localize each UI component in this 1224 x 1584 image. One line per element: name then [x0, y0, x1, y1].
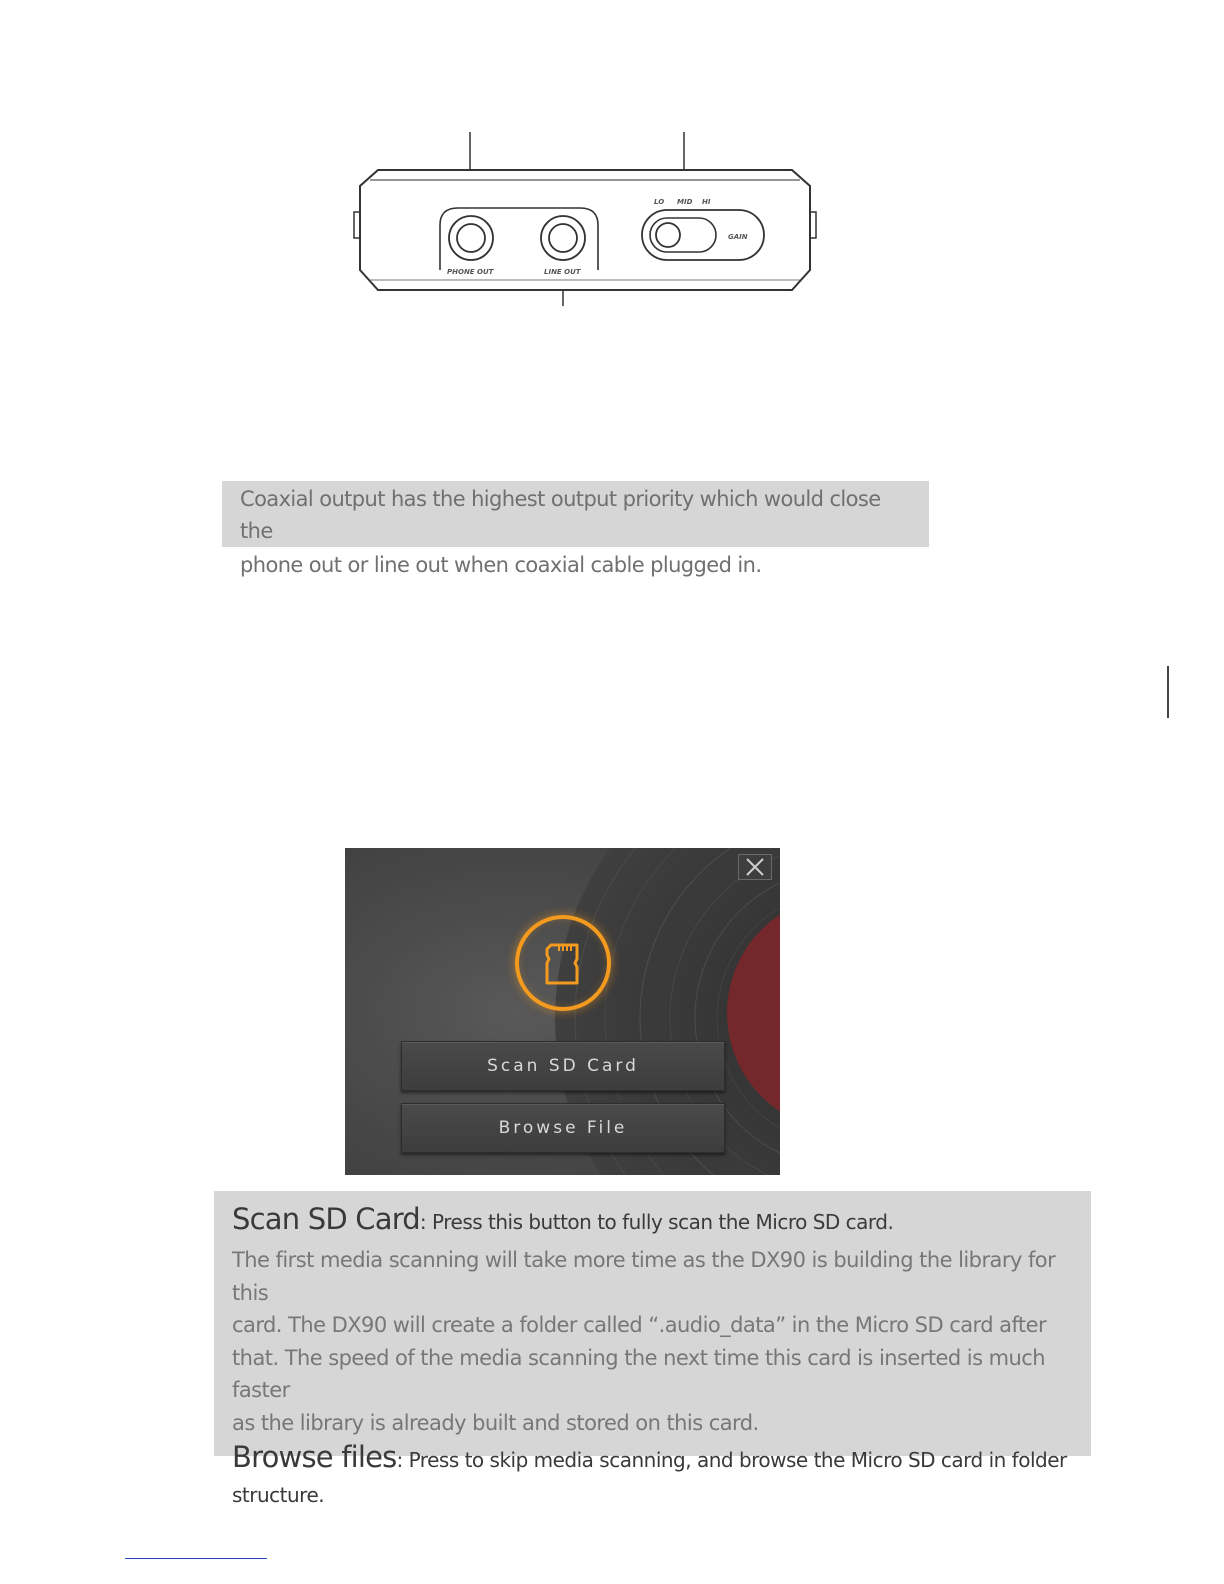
- gain-label: GAIN: [728, 233, 748, 241]
- scan-term: Scan SD Card: [232, 1202, 420, 1236]
- coaxial-priority-note: [222, 481, 929, 577]
- gain-mid-label: MID: [677, 198, 693, 206]
- device-top-diagram: [340, 120, 830, 320]
- scan-definition: [232, 1199, 1079, 1244]
- scan-para-line-3: that. The speed of the media scanning the next time this card is inserted is much faster: [232, 1345, 1046, 1402]
- gain-hi-label: HI: [702, 198, 711, 206]
- close-button[interactable]: [738, 854, 772, 880]
- scan-browse-explanation: [214, 1191, 1091, 1507]
- line-out-jack: [541, 216, 585, 260]
- scan-sd-dialog-screenshot: [345, 848, 780, 1175]
- scan-sd-card-button[interactable]: Scan SD Card: [401, 1041, 725, 1091]
- scan-term-desc: : Press this button to fully scan the Micro SD card.: [419, 1210, 894, 1234]
- scan-para-line-2: card. The DX90 will create a folder called “.audio_data” in the Micro SD card after: [232, 1313, 1047, 1337]
- scan-para-line-1: The first media scanning will take more time as the DX90 is building the library for this: [232, 1248, 1056, 1305]
- sd-card-icon-ring: [515, 915, 611, 1011]
- browse-file-button[interactable]: Browse File: [401, 1103, 725, 1153]
- browse-term: Browse files: [232, 1440, 397, 1474]
- sd-card-icon: [519, 919, 607, 1007]
- phone-out-label: PHONE OUT: [447, 268, 494, 276]
- browse-term-desc-cont: structure.: [232, 1483, 325, 1507]
- line-out-label: LINE OUT: [544, 268, 581, 276]
- browse-term-desc: : Press to skip media scanning, and browse the Micro SD card in folder: [396, 1448, 1067, 1472]
- phone-out-jack: [449, 216, 493, 260]
- footnote-rule: [125, 1558, 267, 1559]
- coax-note-line-2: phone out or line out when coaxial cable plugged in.: [240, 553, 762, 577]
- gain-lo-label: LO: [654, 198, 665, 206]
- page-edge-mark: [1167, 666, 1169, 718]
- scan-para-line-4: as the library is already built and stored on this card.: [232, 1410, 759, 1435]
- close-icon: [739, 855, 771, 879]
- browse-definition: [232, 1439, 1079, 1480]
- coax-note-line-1: Coaxial output has the highest output priority which would close the: [240, 487, 881, 543]
